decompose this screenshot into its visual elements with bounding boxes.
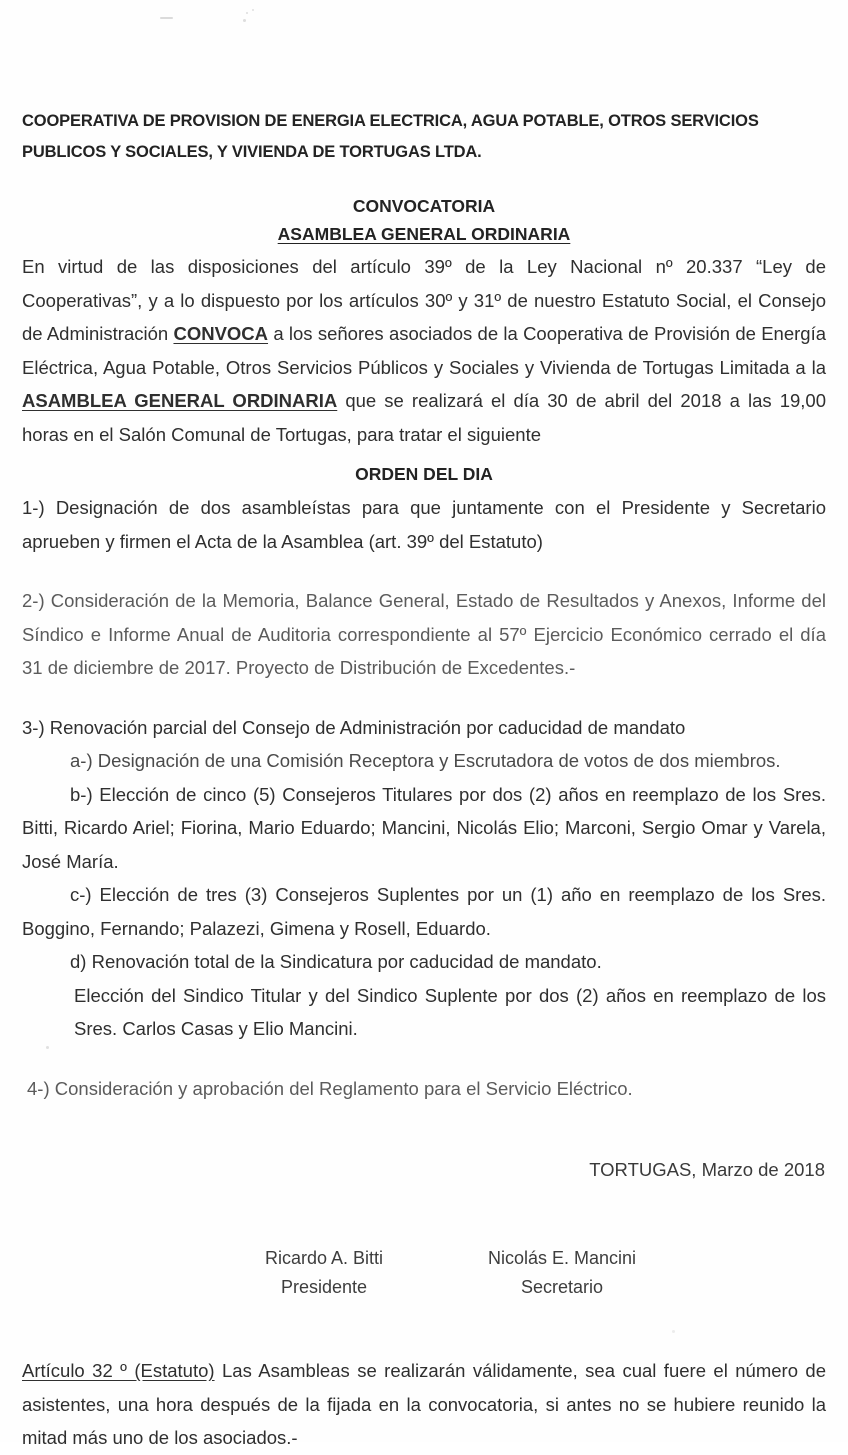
assembly-emphasis: ASAMBLEA GENERAL ORDINARIA	[22, 390, 338, 411]
agenda-item-3: 3-) Renovación parcial del Consejo de Administración por caducidad de mandato	[22, 716, 686, 738]
document-body	[22, 0, 826, 1455]
signature-block	[22, 1186, 826, 1302]
intro-paragraph	[22, 248, 826, 451]
place-and-date: TORTUGAS, Marzo de 2018	[589, 1159, 825, 1180]
signature-secretary-name: Nicolás E. Mancini	[487, 1248, 637, 1268]
heading-convocatoria: CONVOCATORIA	[352, 196, 496, 216]
agenda-item-3c: c-) Elección de tres (3) Consejeros Suplentes por un (1) año en reemplazo de los Sres. Boggino, Fernando; Palazezi, Gimena y Rosell, Eduardo.	[22, 884, 826, 939]
heading-assembly-type: ASAMBLEA GENERAL ORDINARIA	[277, 224, 571, 244]
signature-president-name: Ricardo A. Bitti	[264, 1248, 384, 1268]
agenda-item-2: 2-) Consideración de la Memoria, Balance General, Estado de Resultados y Anexos, Informe del Síndico e Informe Anual de Auditoria correspondiente al 57º Ejercicio Económico cerrado el día 31 de diciembre de 2017. Proyecto de Distribución de Excedentes.-	[22, 590, 826, 678]
agenda-heading: ORDEN DEL DIA	[355, 464, 493, 484]
signature-secretary	[482, 1244, 642, 1302]
signature-president-role: Presidente	[280, 1277, 368, 1297]
convoca-emphasis: CONVOCA	[173, 323, 269, 344]
intro-text-part1: En virtud de las disposiciones del artículo 39º de la Ley Nacional nº 20.337 “Ley de Cooperativas”, y a lo dispuesto por los artículos 30º y 31º de nuestro Estatuto Social, el Consejo de Administración	[22, 256, 826, 344]
organization-title: COOPERATIVA DE PROVISION DE ENERGIA ELECTRICA, AGUA POTABLE, OTROS SERVICIOS PUBLICOS Y SOCIALES, Y VIVIENDA DE TORTUGAS LTDA.	[22, 112, 759, 161]
agenda-item-4: 4-) Consideración y aprobación del Reglamento para el Servicio Eléctrico.	[27, 1077, 633, 1099]
agenda-item-3a: a-) Designación de una Comisión Receptora y Escrutadora de votos de dos miembros.	[70, 750, 781, 771]
agenda-item-3d-continued: Elección del Sindico Titular y del Sindico Suplente por dos (2) años en reemplazo de los Sres. Carlos Casas y Elio Mancini.	[74, 984, 826, 1039]
signature-secretary-role: Secretario	[520, 1277, 604, 1297]
agenda-item-1: 1-) Designación de dos asambleístas para que juntamente con el Presidente y Secretario aprueben y firmen el Acta de la Asamblea (art. 39º del Estatuto)	[22, 497, 826, 552]
closing-article-text: Las Asambleas se realizarán válidamente, sea cual fuere el número de asistentes, una hora después de la fijada en la convocatoria, si antes no se hubiere reunido la mitad más uno de los asociados.-	[22, 1360, 826, 1448]
intro-text-part3: que se realizará el día 30 de abril del 2018 a las 19,00 horas en el Salón Comunal de Tortugas, para tratar el siguiente	[22, 390, 827, 445]
signature-president	[244, 1244, 404, 1302]
agenda-item-3b: b-) Elección de cinco (5) Consejeros Titulares por dos (2) años en reemplazo de los Sres. Bitti, Ricardo Ariel; Fiorina, Mario Eduardo; Mancini, Nicolás Elio; Marconi, Sergio Omar y Varela, José María.	[22, 783, 826, 872]
closing-article-paragraph	[22, 1302, 826, 1455]
agenda-item-3d: d) Renovación total de la Sindicatura por caducidad de mandato.	[70, 951, 602, 972]
intro-text-part2: a los señores asociados de la Cooperativa de Provisión de Energía Eléctrica, Agua Potable, Otros Servicios Públicos y Sociales y Vivienda de Tortugas Limitada a la	[22, 323, 827, 378]
closing-article-label: Artículo 32 º (Estatuto)	[22, 1360, 215, 1381]
